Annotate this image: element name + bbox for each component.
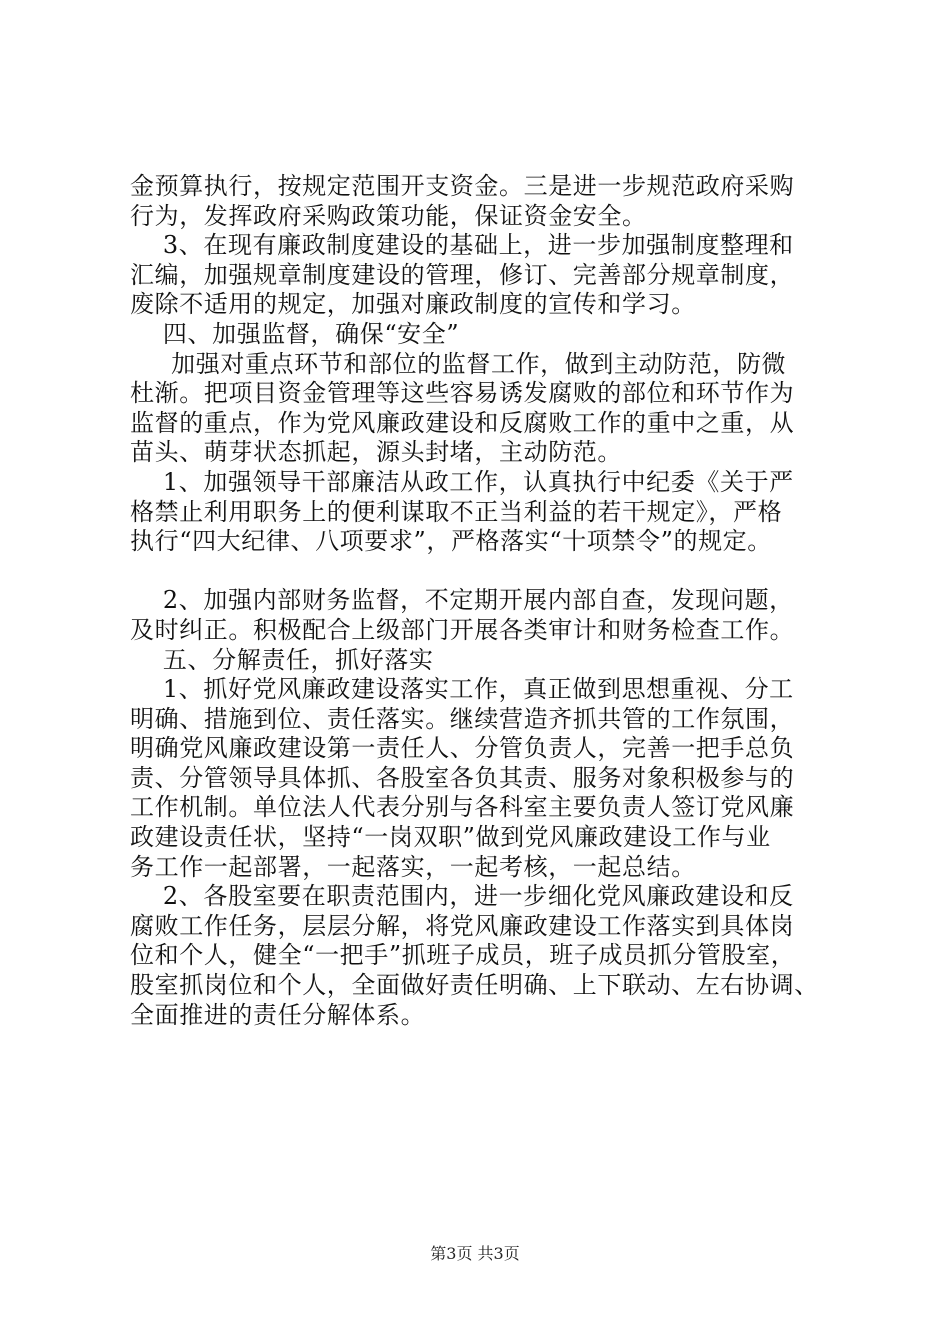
text-line: 工作机制。单位法人代表分别与各科室主要负责人签订党风廉	[130, 793, 795, 822]
text-line: 2、加强内部财务监督，不定期开展内部自查，发现问题，	[130, 586, 794, 615]
text-line: 汇编，加强规章制度建设的管理，修订、完善部分规章制度，	[130, 260, 795, 289]
text-line: 明确党风廉政建设第一责任人、分管负责人，完善一把手总负	[130, 734, 795, 763]
text-line: 格禁止利用职务上的便利谋取不正当利益的若干规定》，严格	[130, 497, 783, 526]
text-line: 政建设责任状，坚持“一岗双职”做到党风廉政建设工作与业	[130, 823, 771, 852]
text-line: 务工作一起部署，一起落实，一起考核，一起总结。	[130, 852, 696, 881]
text-line: 苗头、萌芽状态抓起，源头封堵，主动防范。	[130, 438, 622, 467]
text-line: 执行“四大纪律、八项要求”，严格落实“十项禁令”的规定。	[130, 527, 772, 556]
text-line: 股室抓岗位和个人，全面做好责任明确、上下联动、左右协调、	[130, 971, 819, 1000]
text-line: 金预算执行，按规定范围开支资金。三是进一步规范政府采购	[130, 172, 795, 200]
text-line: 及时纠正。积极配合上级部门开展各类审计和财务检查工作。	[130, 615, 795, 644]
text-line: 明确、措施到位、责任落实。继续营造齐抓共管的工作氛围，	[130, 704, 795, 733]
text-line: 监督的重点，作为党风廉政建设和反腐败工作的重中之重，从	[130, 408, 795, 437]
text-line: 废除不适用的规定，加强对廉政制度的宣传和学习。	[130, 290, 696, 319]
text-line: 全面推进的责任分解体系。	[130, 1000, 426, 1029]
document-body	[130, 172, 835, 1030]
page-footer: 第3页 共3页	[430, 1244, 520, 1263]
text-line: 四、加强监督，确保“安全”	[130, 319, 460, 348]
text-line: 2、各股室要在职责范围内，进一步细化党风廉政建设和反	[130, 882, 794, 911]
text-line: 行为，发挥政府采购政策功能，保证资金安全。	[130, 201, 647, 230]
text-line: 责、分管领导具体抓、各股室各负其责、服务对象积极参与的	[130, 763, 795, 792]
text-line: 1、抓好党风廉政建设落实工作，真正做到思想重视、分工	[130, 675, 794, 704]
blank-line	[130, 557, 835, 587]
text-line: 加强对重点环节和部位的监督工作，做到主动防范，防微	[130, 349, 787, 378]
text-line: 腐败工作任务，层层分解，将党风廉政建设工作落实到具体岗	[130, 911, 795, 940]
text-line: 杜渐。把项目资金管理等这些容易诱发腐败的部位和环节作为	[130, 379, 795, 408]
text-line: 位和个人，健全“一把手”抓班子成员，班子成员抓分管股室，	[130, 941, 796, 970]
text-line: 五、分解责任，抓好落实	[130, 645, 434, 674]
text-line: 1、加强领导干部廉洁从政工作，认真执行中纪委《关于严	[130, 467, 794, 496]
text-line: 3、在现有廉政制度建设的基础上，进一步加强制度整理和	[130, 231, 794, 260]
